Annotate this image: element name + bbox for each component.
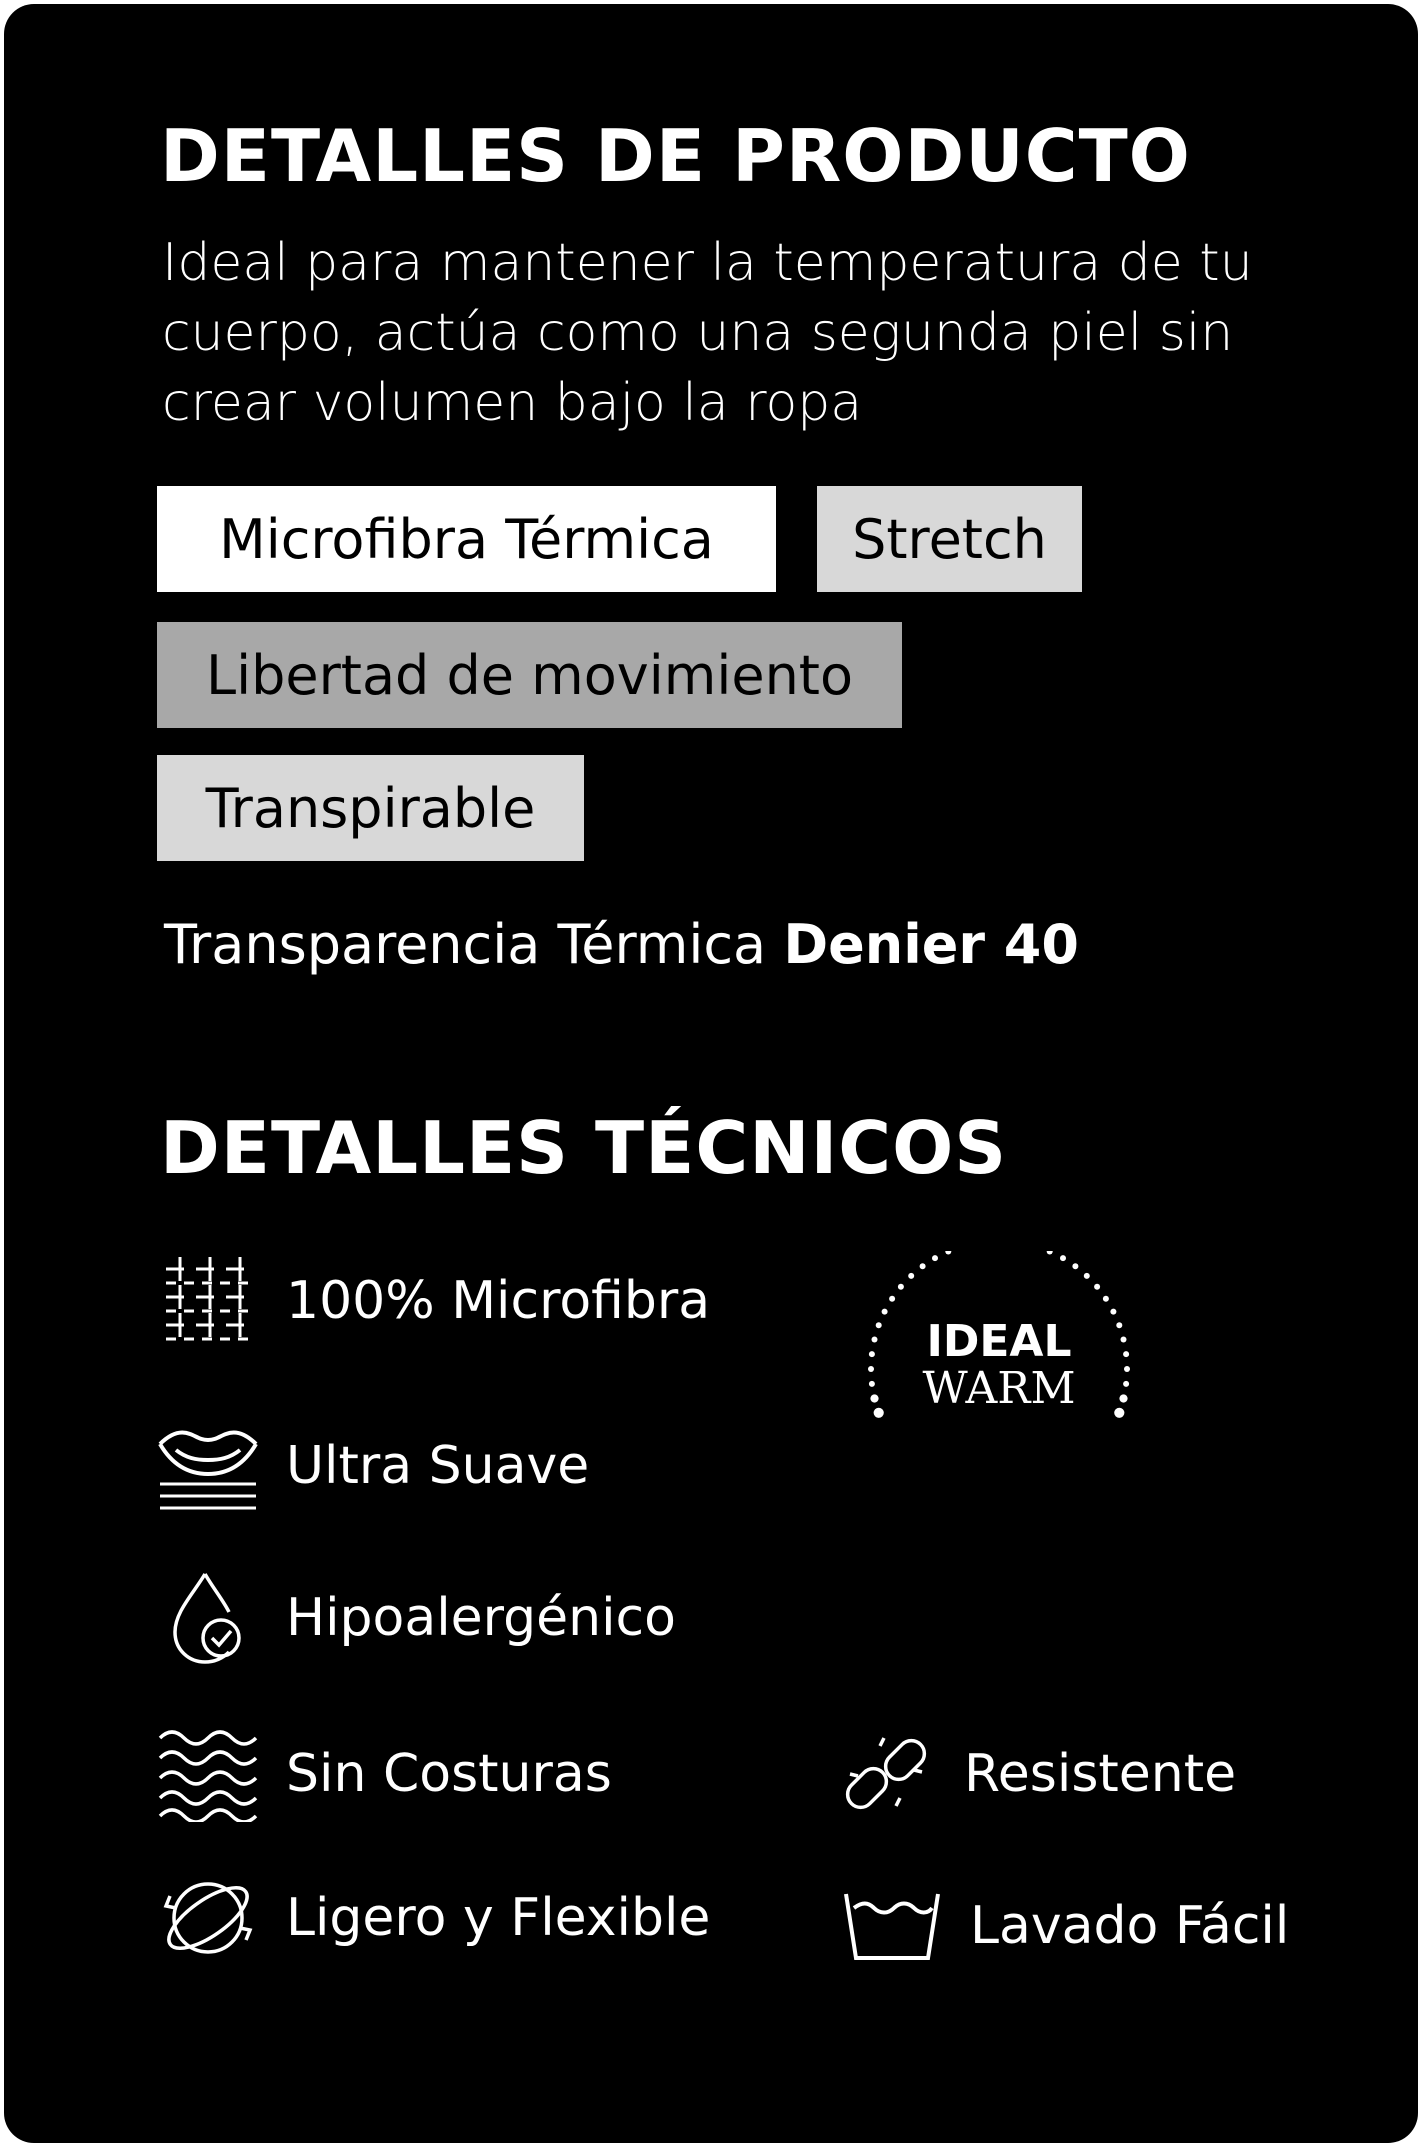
feature-label: Hipoalergénico [286,1588,676,1648]
transparency-line [164,910,1079,980]
feature-label: Ligero y Flexible [286,1888,711,1948]
feature-label: 100% Microfibra [286,1271,711,1331]
transparency-label: Transparencia Térmica [164,913,767,976]
tag-transpirable: Transpirable [157,755,584,861]
product-card [4,4,1418,2143]
feature-label: Ultra Suave [286,1436,590,1496]
badge-dot [1103,1296,1109,1302]
badge-line1: IDEAL [926,1316,1072,1367]
badge-dot [870,1394,878,1402]
feature-label: Lavado Fácil [970,1896,1290,1956]
feature-sin-costuras [156,1722,612,1826]
wash-basin-icon [840,1874,944,1978]
waves-icon [156,1722,260,1826]
ideal-warm-badge [846,1251,1152,1503]
badge-dot [1116,1322,1122,1328]
badge-dot [1072,1263,1078,1269]
feature-ultra-suave [156,1414,589,1518]
badge-dot [920,1263,926,1269]
badge-dot [869,1351,875,1357]
badge-dot [1110,1309,1116,1315]
tag-stretch: Stretch [817,486,1082,592]
badge-dot [1121,1337,1127,1343]
feature-label: Sin Costuras [286,1744,612,1804]
woven-fabric-icon [156,1249,260,1353]
technical-details-title: DETALLES TÉCNICOS [160,1106,1008,1190]
badge-dot [1123,1381,1129,1387]
badge-dot [868,1366,874,1372]
badge-dot [889,1296,895,1302]
feature-resistente [834,1722,1236,1826]
soft-lips-icon [156,1414,260,1518]
badge-dot [945,1251,951,1255]
feature-microfibra [156,1249,710,1353]
badge-dot [932,1255,938,1261]
badge-dot [898,1284,904,1290]
tag-libertad-de-movimiento: Libertad de movimiento [157,622,902,728]
badge-line2: WARM [922,1363,1076,1414]
product-description: Ideal para mantener la temperatura de tu cuerpo, actúa como una segunda piel sin crear volumen bajo la ropa [162,233,1253,433]
badge-dot [1123,1351,1129,1357]
badge-dot [1060,1255,1066,1261]
tag-microfibra-termica: Microfibra Térmica [157,486,776,592]
drop-check-icon [156,1566,260,1670]
badge-dot [874,1408,884,1418]
badge-dot [1047,1251,1053,1255]
badge-dot [1124,1366,1130,1372]
badge-dot [1094,1284,1100,1290]
badge-dot [876,1322,882,1328]
chain-link-icon [834,1722,938,1826]
product-details-title: DETALLES DE PRODUCTO [160,114,1191,198]
badge-dot [869,1381,875,1387]
feature-ligero-flexible [156,1866,710,1970]
orbit-arrows-icon [156,1866,260,1970]
feature-hipoalergenico [156,1566,676,1670]
feature-label: Resistente [964,1744,1237,1804]
feature-lavado-facil [840,1874,1289,1978]
badge-dot [1084,1273,1090,1279]
badge-dot [1114,1408,1124,1418]
badge-dot [882,1309,888,1315]
badge-dot [1119,1394,1127,1402]
badge-dot [908,1273,914,1279]
badge-dot [872,1337,878,1343]
transparency-value: Denier 40 [783,913,1079,976]
